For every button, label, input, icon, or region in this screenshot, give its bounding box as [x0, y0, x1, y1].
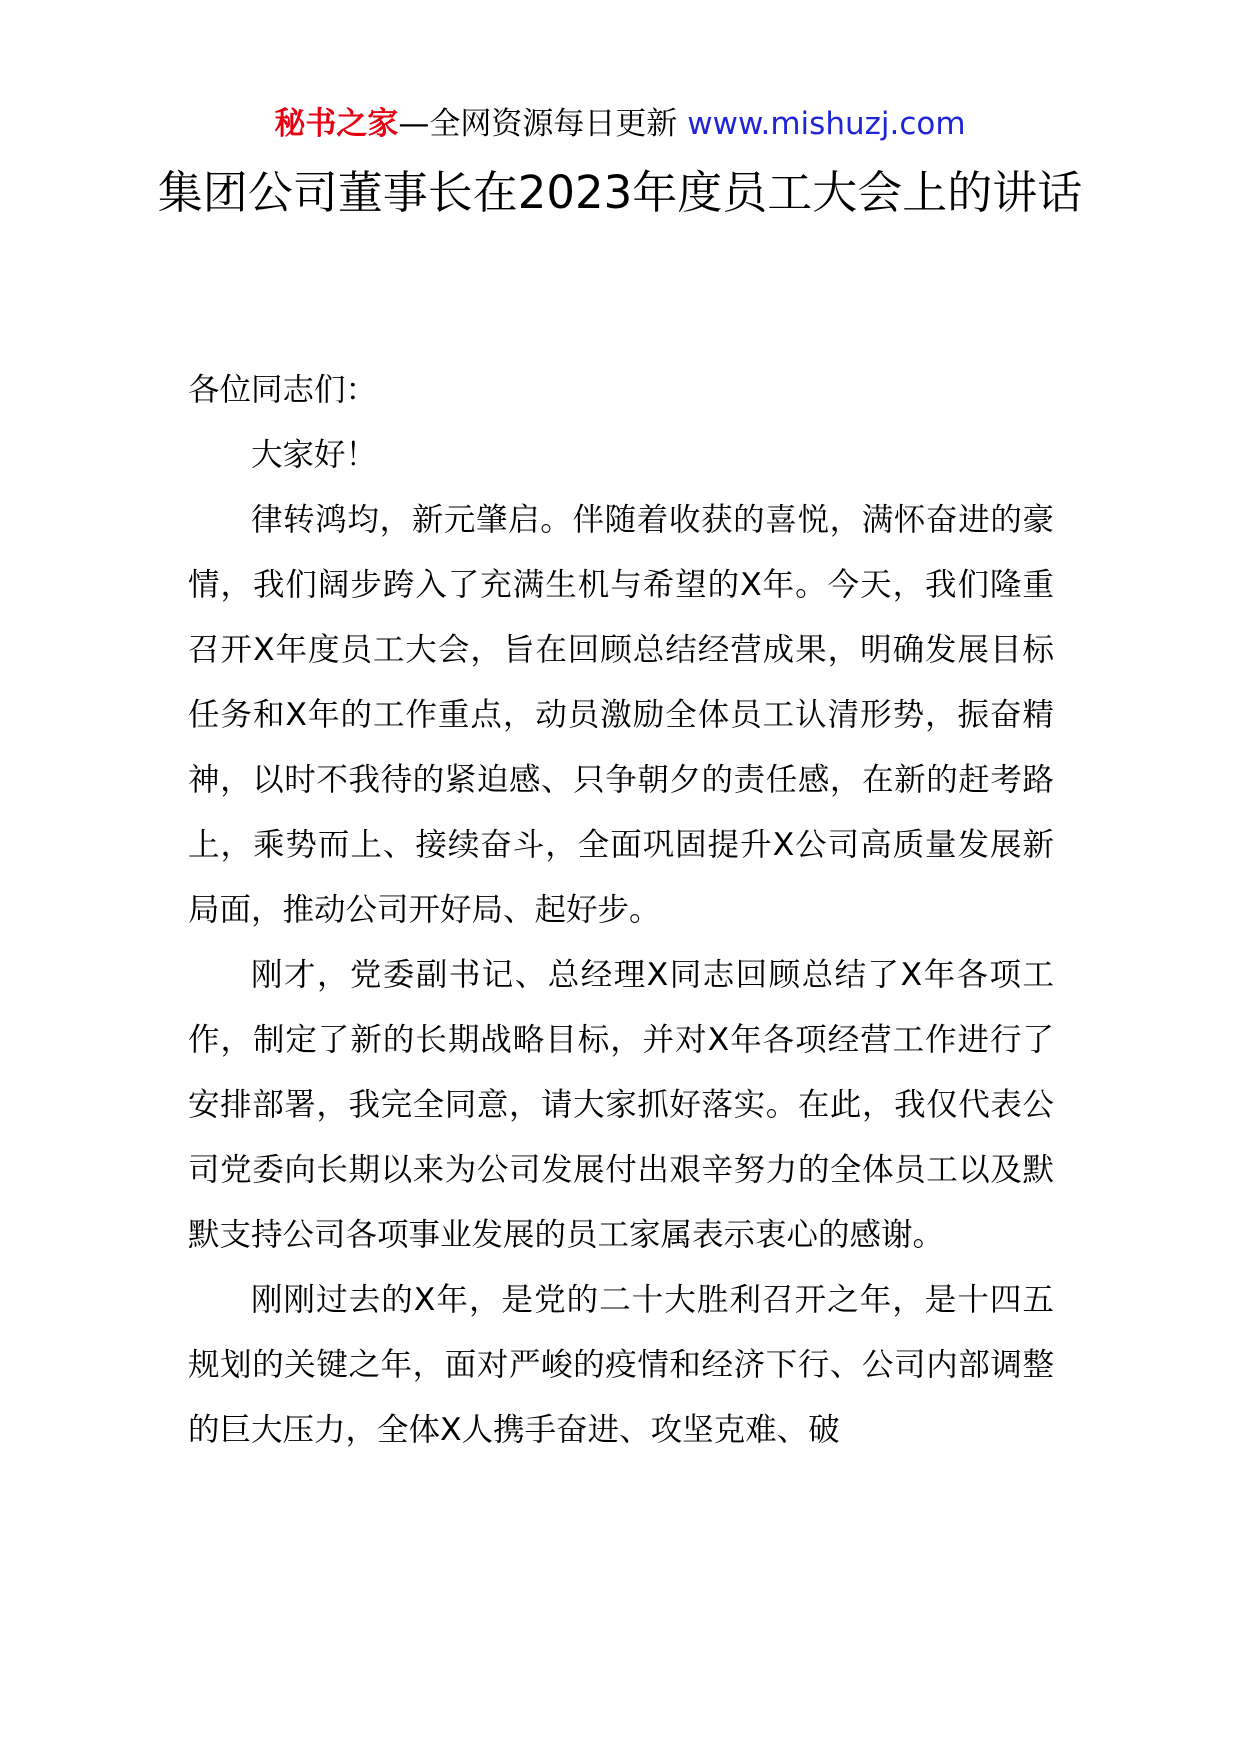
- site-header: [0, 102, 1240, 146]
- site-name: 秘书之家: [274, 106, 399, 142]
- document-title: 集团公司董事长在2023年度员工大会上的讲话: [157, 166, 1083, 219]
- salutation: 各位同志们：: [188, 372, 378, 408]
- site-tagline: —全网资源每日更新: [398, 106, 678, 142]
- paragraph: 刚刚过去的X年，是党的二十大胜利召开之年，是十四五规划的关键之年，面对严峻的疫情和经济下行、公司内部调整的巨大压力，全体X人携手奋进、攻坚克难、破: [188, 1282, 1054, 1448]
- greeting: 大家好！: [251, 437, 378, 473]
- site-url: www.mishuzj.com: [687, 106, 966, 142]
- paragraph: 刚才，党委副书记、总经理X同志回顾总结了X年各项工作，制定了新的长期战略目标，并对X年各项经营工作进行了安排部署，我完全同意，请大家抓好落实。在此，我仅代表公司党委向长期以来为公司发展付出艰辛努力的全体员工以及默默支持公司各项事业发展的员工家属表示衷心的感谢。: [188, 957, 1054, 1253]
- paragraph: 律转鸿均，新元肇启。伴随着收获的喜悦，满怀奋进的豪情，我们阔步跨入了充满生机与希望的X年。今天，我们隆重召开X年度员工大会，旨在回顾总结经营成果，明确发展目标任务和X年的工作重点，动员激励全体员工认清形势，振奋精神，以时不我待的紧迫感、只争朝夕的责任感，在新的赶考路上，乘势而上、接续奋斗，全面巩固提升X公司高质量发展新局面，推动公司开好局、起好步。: [188, 502, 1054, 928]
- document-body: [188, 358, 1054, 1463]
